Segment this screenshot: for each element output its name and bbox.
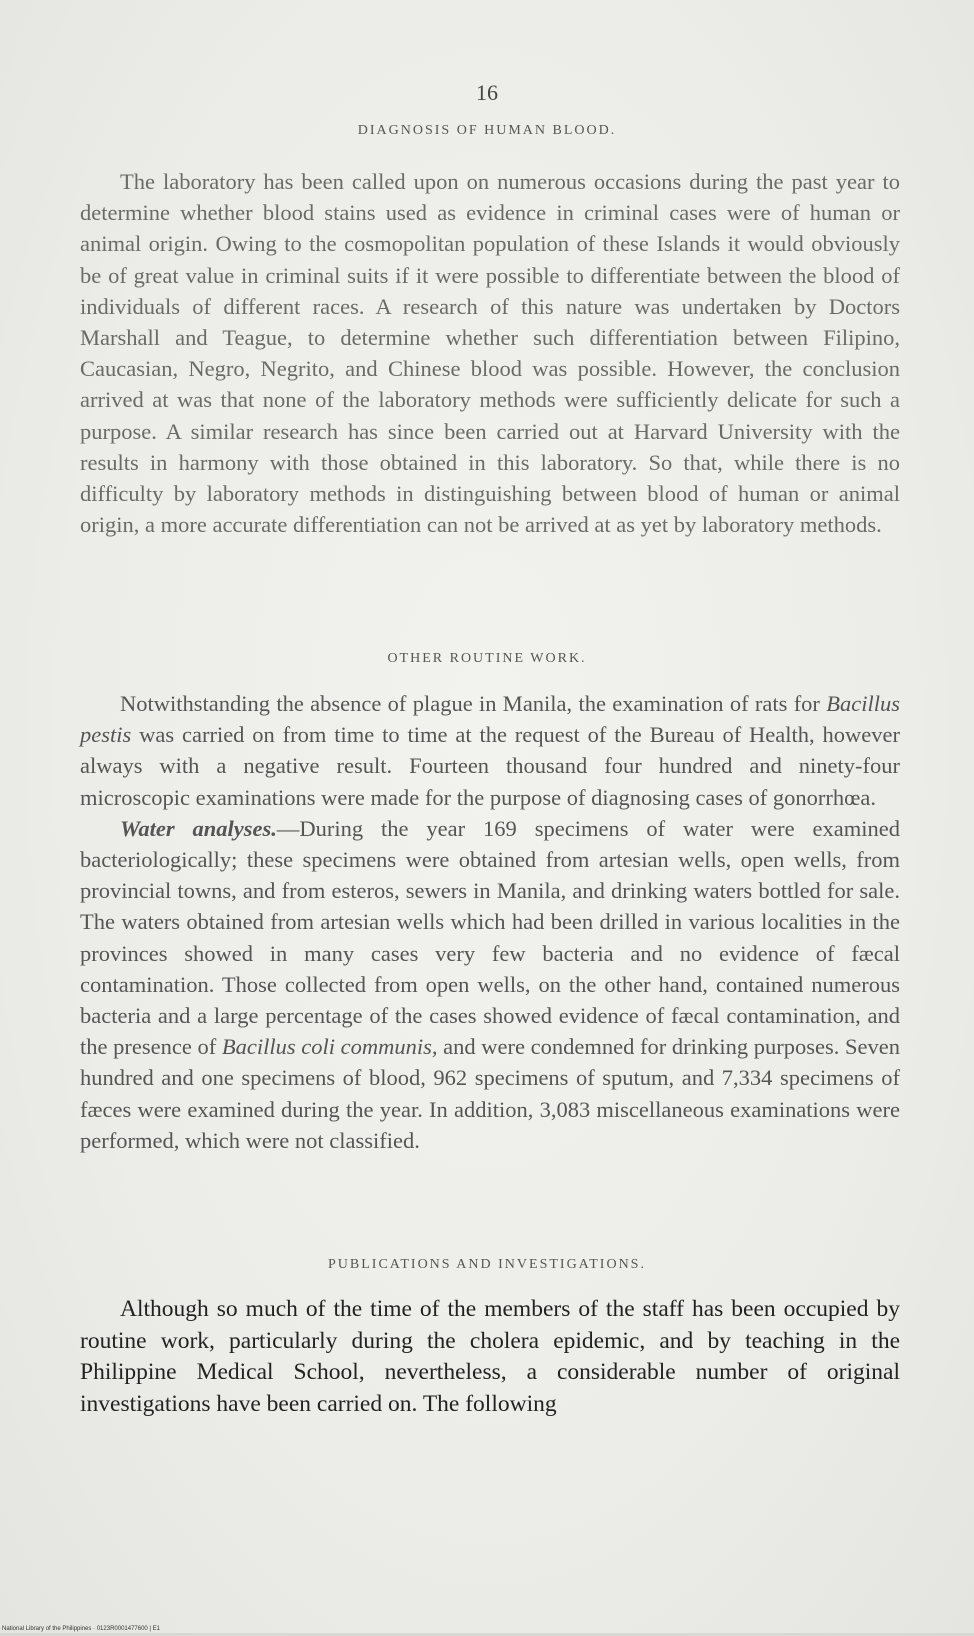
section-diagnosis-body	[80, 166, 900, 540]
section-heading-routine: OTHER ROUTINE WORK.	[387, 651, 587, 666]
text-run: and were condemned for drinking purposes. Seven hundred and one specimens of blood, 962 specimens of sputum, and 7,334 specimens of fæces were examined during the year. In addition, 3,083 miscellaneous examinations were performed, which were not classified.	[80, 1034, 900, 1153]
section-heading-diagnosis: DIAGNOSIS OF HUMAN BLOOD.	[357, 123, 617, 138]
text-run: —During the year 169 specimens of water were examined bacteriologically; these specimens were obtained from artesian wells, open wells, from provincial towns, and from esteros, sewers in Manila, and drinking waters bottled for sale. The waters obtained from artesian wells which had been drilled in various localities in the provinces showed in many cases very few bacteria and no evidence of fæcal contamination. Those collected from open wells, on the other hand, contained numerous bacteria and a large percentage of the cases showed evidence of fæcal contamination, and the presence of	[80, 815, 900, 1060]
section-heading-publications: PUBLICATIONS AND INVESTIGATIONS.	[328, 1257, 646, 1272]
run-in-heading: Water analyses.	[120, 815, 277, 841]
footer-stamp: National Library of the Philippines · 0123R0001477600 | E1	[2, 1626, 160, 1632]
paragraph	[80, 813, 900, 1156]
paragraph: The laboratory has been called upon on numerous occasions during the past year to determine whether blood stains used as evidence in criminal cases were of human or animal origin. Owing to the cosmopolitan population of these Islands it would obviously be of great value in criminal suits if it were possible to differentiate between the blood of individuals of different races. A research of this nature was undertaken by Doctors Marshall and Teague, to determine whether such differentiation between Filipino, Caucasian, Negro, Negrito, and Chinese blood was possible. However, the conclusion arrived at was that none of the laboratory methods were sufficiently delicate for such a purpose. A similar research has since been carried out at Harvard University with the results in harmony with those obtained in this laboratory. So that, while there is no difficulty by laboratory methods in distinguishing between blood of human or animal origin, a more accurate differentiation can not be arrived at as yet by laboratory methods.	[80, 169, 900, 538]
paragraph	[80, 688, 900, 813]
section-routine-body	[80, 688, 900, 1156]
text-run: was carried on from time to time at the request of the Bureau of Health, however always with a negative result. Fourteen thousand four hundred and ninety-four microscopic examinations were made for the purpose of diagnosing cases of gonorrhœa.	[80, 722, 900, 810]
paragraph: Although so much of the time of the members of the staff has been occupied by routine work, particularly during the cholera epidemic, and by teaching in the Philippine Medical School, nevertheless, a considerable number of original investigations have been carried on. The following	[80, 1296, 900, 1417]
italic-term: Bacillus pestis	[80, 691, 900, 748]
section-publications-body	[80, 1294, 900, 1420]
page-number: 16	[476, 80, 498, 105]
text-run: Notwithstanding the absence of plague in Manila, the examination of rats for	[120, 691, 827, 716]
italic-term: Bacillus coli communis,	[221, 1034, 438, 1060]
